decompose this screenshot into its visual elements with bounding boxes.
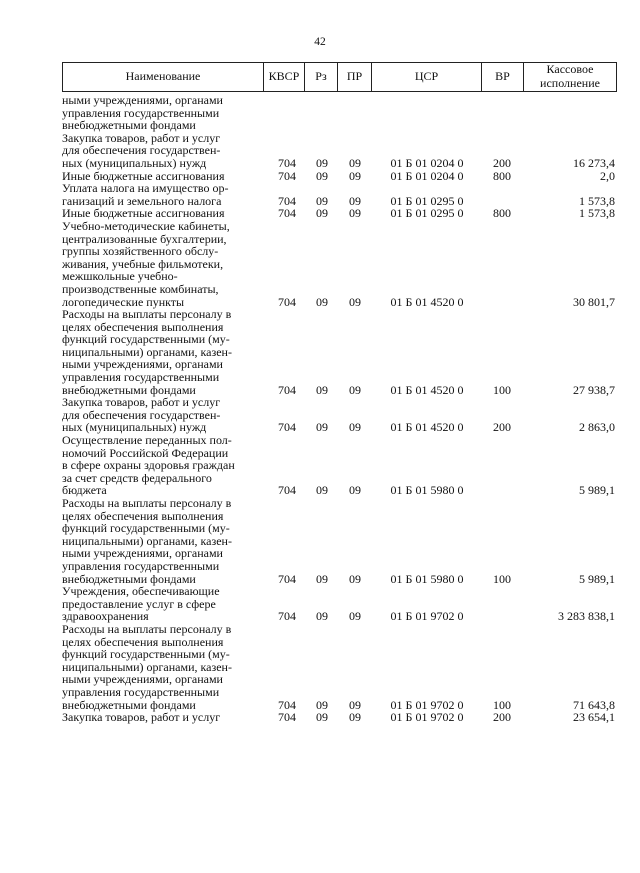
row-vr: 800	[493, 206, 511, 221]
row-pr: 09	[349, 294, 361, 309]
row-name: Иные бюджетные ассигнования	[62, 206, 225, 221]
header-vr: ВР	[495, 69, 510, 84]
row-name: Иные бюджетные ассигнования	[62, 168, 225, 183]
table-header	[62, 62, 617, 92]
row-csr: 01 Б 01 4520 0	[390, 382, 464, 397]
row-vr: 100	[493, 571, 511, 586]
row-rz: 09	[316, 483, 328, 498]
row-csr: 01 Б 01 4520 0	[390, 294, 464, 309]
row-kvsr: 704	[278, 155, 296, 170]
table-row	[62, 308, 617, 396]
row-amount: 5 989,1	[579, 483, 615, 498]
row-kvsr: 704	[278, 710, 296, 725]
row-csr: 01 Б 01 5980 0	[390, 571, 464, 586]
header-csr: ЦСР	[414, 69, 439, 84]
header-amount: Кассовое исполнение	[540, 62, 600, 90]
row-amount: 2 863,0	[579, 420, 615, 435]
header-rz: Рз	[315, 69, 327, 84]
row-kvsr: 704	[278, 294, 296, 309]
row-csr: 01 Б 01 5980 0	[390, 483, 464, 498]
row-amount: 2,0	[600, 168, 615, 183]
table-row	[62, 132, 617, 170]
row-amount: 71 643,8	[573, 697, 615, 712]
row-amount: 23 654,1	[573, 710, 615, 725]
row-pr: 09	[349, 697, 361, 712]
row-csr: 01 Б 01 0295 0	[390, 193, 464, 208]
row-amount: 5 989,1	[579, 571, 615, 586]
row-rz: 09	[316, 168, 328, 183]
header-name: Наименование	[125, 69, 201, 84]
row-rz: 09	[316, 710, 328, 725]
table-row	[62, 396, 617, 434]
page-number: 42	[314, 36, 326, 48]
row-name: Расходы на выплаты персоналу в целях обеспечения выполнения функций государственными (му- ниципальными) органами, казен- ными учреждениями, органами управления государственными внебюджетными фондами	[62, 621, 232, 712]
row-kvsr: 704	[278, 168, 296, 183]
table-row	[62, 711, 617, 724]
row-kvsr: 704	[278, 697, 296, 712]
row-pr: 09	[349, 382, 361, 397]
table-row	[62, 623, 617, 711]
table-row	[62, 434, 617, 497]
row-amount: 3 283 838,1	[558, 609, 615, 624]
table-row	[62, 220, 617, 308]
row-csr: 01 Б 01 0204 0	[390, 155, 464, 170]
row-name: Закупка товаров, работ и услуг	[62, 710, 221, 725]
row-pr: 09	[349, 168, 361, 183]
row-kvsr: 704	[278, 420, 296, 435]
row-csr: 01 Б 01 9702 0	[390, 710, 464, 725]
table-row	[62, 497, 617, 585]
row-name: Уплата налога на имущество ор- ганизаций и земельного налога	[62, 181, 229, 208]
row-name: ными учреждениями, органами управления государственными внебюджетными фондами	[62, 93, 223, 133]
row-pr: 09	[349, 193, 361, 208]
row-vr: 800	[493, 168, 511, 183]
row-kvsr: 704	[278, 571, 296, 586]
row-rz: 09	[316, 193, 328, 208]
table-body	[62, 94, 617, 724]
table-row	[62, 182, 617, 207]
row-pr: 09	[349, 609, 361, 624]
row-pr: 09	[349, 420, 361, 435]
row-pr: 09	[349, 155, 361, 170]
row-pr: 09	[349, 571, 361, 586]
row-rz: 09	[316, 420, 328, 435]
row-kvsr: 704	[278, 609, 296, 624]
row-pr: 09	[349, 710, 361, 725]
row-name: Расходы на выплаты персоналу в целях обеспечения выполнения функций государственными (му- ниципальными) органами, казен- ными учреждениями, органами управления государственными внебюджетными фондами	[62, 307, 232, 397]
row-amount: 1 573,8	[579, 193, 615, 208]
row-amount: 27 938,7	[573, 382, 615, 397]
row-rz: 09	[316, 155, 328, 170]
row-kvsr: 704	[278, 193, 296, 208]
row-kvsr: 704	[278, 483, 296, 498]
row-kvsr: 704	[278, 382, 296, 397]
row-vr: 200	[493, 155, 511, 170]
header-kvsr: КВСР	[268, 69, 300, 84]
row-rz: 09	[316, 382, 328, 397]
row-amount: 16 273,4	[573, 155, 615, 170]
row-csr: 01 Б 01 4520 0	[390, 420, 464, 435]
row-rz: 09	[316, 206, 328, 221]
table-row	[62, 94, 617, 132]
row-name: Закупка товаров, работ и услуг для обеспечения государствен- ных (муниципальных) нужд	[62, 130, 221, 170]
row-name: Учебно-методические кабинеты, централизованные бухгалтерии, группы хозяйственного обслу- живания, учебные фильмотеки, межшкольные учебно- производственные комбинаты, логопедические пункты	[62, 218, 230, 309]
row-vr: 200	[493, 420, 511, 435]
row-rz: 09	[316, 294, 328, 309]
row-name: Учреждения, обеспечивающие предоставление услуг в сфере здравоохранения	[62, 584, 220, 624]
row-vr: 100	[493, 382, 511, 397]
row-csr: 01 Б 01 0295 0	[390, 206, 464, 221]
row-amount: 30 801,7	[573, 294, 615, 309]
row-pr: 09	[349, 483, 361, 498]
row-pr: 09	[349, 206, 361, 221]
row-kvsr: 704	[278, 206, 296, 221]
row-name: Закупка товаров, работ и услуг для обеспечения государствен- ных (муниципальных) нужд	[62, 395, 221, 435]
row-vr: 100	[493, 697, 511, 712]
row-csr: 01 Б 01 0204 0	[390, 168, 464, 183]
row-csr: 01 Б 01 9702 0	[390, 697, 464, 712]
row-rz: 09	[316, 697, 328, 712]
table-row	[62, 585, 617, 623]
row-rz: 09	[316, 609, 328, 624]
row-vr: 200	[493, 710, 511, 725]
header-pr: ПР	[346, 69, 363, 84]
row-name: Расходы на выплаты персоналу в целях обеспечения выполнения функций государственными (му- ниципальными) органами, казен- ными учреждениями, органами управления государственными внебюджетными фондами	[62, 496, 232, 586]
row-name: Осуществление переданных пол- номочий Российской Федерации в сфере охраны здоровья граждан за счет средств федерального бюджета	[62, 433, 235, 498]
row-csr: 01 Б 01 9702 0	[390, 609, 464, 624]
row-amount: 1 573,8	[579, 206, 615, 221]
row-rz: 09	[316, 571, 328, 586]
